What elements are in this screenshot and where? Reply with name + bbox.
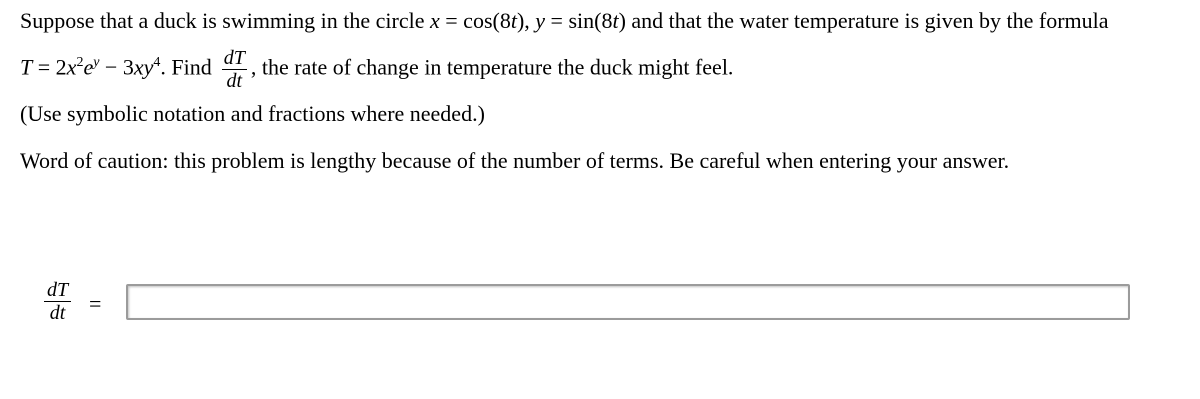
line1-pre: Suppose that a duck is swimming in the circle: [20, 8, 430, 33]
var-e: e: [83, 54, 94, 80]
answer-numerator: dT: [44, 279, 71, 302]
line2-find: . Find: [160, 54, 212, 80]
var-y: y: [535, 8, 546, 33]
var-T: T: [20, 54, 33, 80]
answer-denominator: dt: [49, 302, 66, 324]
exponent-y: y: [93, 54, 100, 70]
answer-row: [44, 279, 1144, 331]
derivative-fraction: [222, 47, 247, 92]
fraction-denominator: dt: [226, 70, 243, 92]
line2-post: , the rate of change in temperature the duck might feel.: [250, 54, 734, 80]
instruction-note: (Use symbolic notation and fractions where needed.): [20, 101, 485, 126]
caution-note: Word of caution: this problem is lengthy because of the number of terms. Be careful when entering your answer.: [20, 148, 1010, 173]
var-t: t: [510, 8, 517, 33]
var-t: t: [612, 8, 619, 33]
question-line-1: [20, 10, 1109, 32]
line1-mid: ),: [516, 8, 536, 33]
exponent-2: 2: [76, 54, 84, 70]
line1-post: ) and that the water temperature is given by the formula: [618, 8, 1109, 33]
line1-eq2: = sin(8: [545, 8, 613, 33]
fraction-numerator: dT: [223, 47, 245, 69]
line1-eq1: = cos(8: [439, 8, 511, 33]
var-x: x: [66, 54, 77, 80]
exponent-4: 4: [153, 54, 161, 70]
var-x: x: [133, 54, 144, 80]
answer-derivative-label: [44, 279, 71, 324]
line2-eq: = 2: [32, 54, 67, 80]
var-y: y: [143, 54, 154, 80]
answer-input[interactable]: [126, 284, 1130, 320]
line2-minus: − 3: [99, 54, 134, 80]
equals-sign: =: [89, 291, 102, 316]
question-line-2: [20, 47, 733, 92]
var-x: x: [430, 8, 440, 33]
